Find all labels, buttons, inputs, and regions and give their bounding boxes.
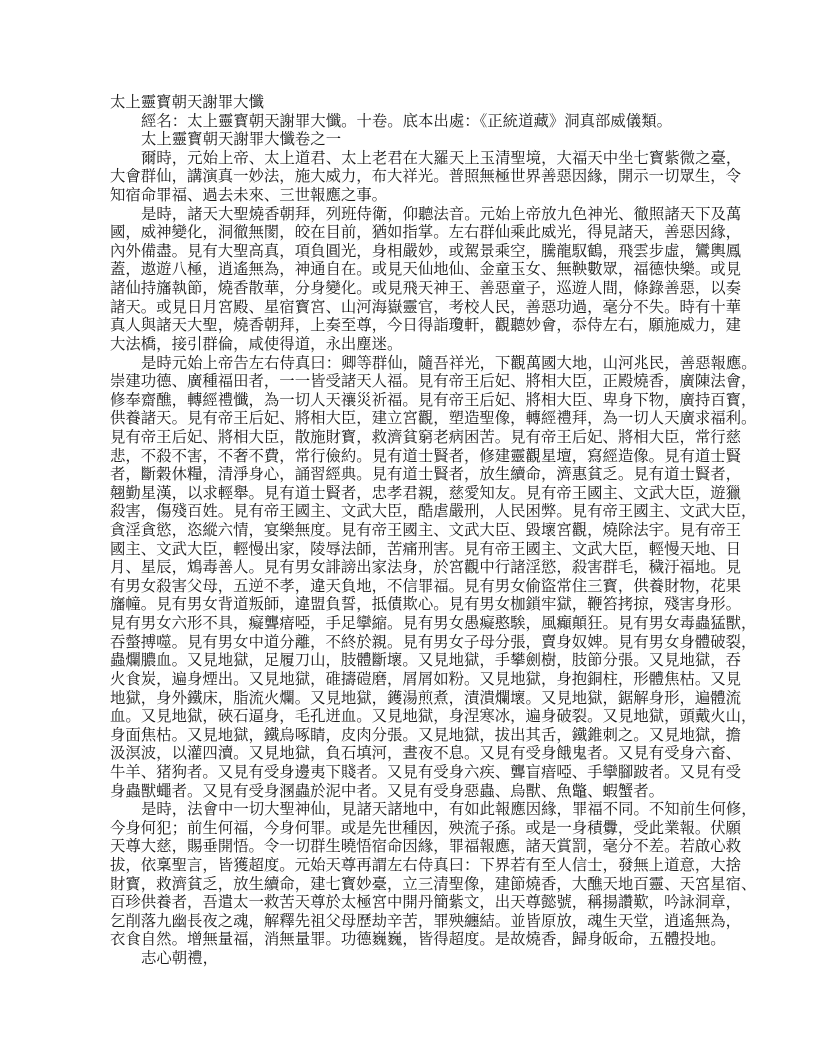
paragraph-line: 大法橋，接引群倫，咸使得道，永出塵迷。 [110, 334, 403, 353]
paragraph-line: 者，斷穀休糧，清淨身心，誦習經典。見有道士賢者，放生續命，濟惠貧乏。見有道士賢者， [110, 465, 742, 484]
paragraph-line: 悲，不殺不害，不奢不費，常行儉約。見有道士賢者，修建靈觀星壇，寫經造像。見有道士賢 [110, 446, 742, 465]
paragraph-4 [110, 800, 757, 949]
paragraph-line: 今身何犯；前生何福，今身何罪。或是先世種因，殃流子孫。或是一身積釁，受此業報。伏願 [110, 818, 742, 837]
document-page [110, 93, 757, 968]
paragraph-line: 志心朝禮， [141, 949, 218, 968]
paragraph-line: 天尊大慈，賜垂開悟。令一切群生曉悟宿命因緣，罪福報應，諸天賞罰，毫分不差。若啟心救 [110, 837, 742, 856]
paragraph-line: 知宿命罪福、過去未來、三世報應之事。 [110, 186, 388, 205]
paragraph-line: 真人與諸天大聖，燒香朝拜，上奏至尊，今日得詣瓊軒，觀聽妙會，忝侍左右，願施威力，建 [110, 316, 742, 335]
paragraph-line: 衣食自然。增無量福，消無量罪。功德巍巍，皆得超度。是故燒香，歸身皈命，五體投地。 [110, 930, 726, 949]
paragraph-line: 翹勤星漢，以求輕舉。見有道士賢者，忠孝君親，慈愛知友。見有帝王國主、文武大臣，遊獵 [110, 483, 742, 502]
paragraph-5 [110, 949, 708, 968]
paragraph-line: 諸天。或見日月宮殿、星宿寳宮、山河海嶽靈官，考校人民，善惡功過，毫分不失。時有十華 [110, 297, 742, 316]
paragraph-line: 殺害，傷殘百姓。見有帝王國主、文武大臣，酷虐嚴刑，人民困弊。見有帝王國主、文武大臣， [110, 502, 757, 521]
paragraph-line: 爾時，元始上帝、太上道君、太上老君在大羅天上玉清聖境，大福天中坐七寳紫微之臺， [141, 148, 742, 167]
paragraph-line: 月、星辰，鴆毒善人。見有男女誹謗出家法身，於宮觀中行諸淫慾，殺害群毛，穢汙福地。見 [110, 558, 742, 577]
paragraph-line: 是時，法會中一切大聖神仙，見諸天諸地中，有如此報應因緣，罪福不同。不知前生何修， [141, 800, 757, 819]
paragraph-line: 是時，諸天大聖燒香朝拜，列班侍衛，仰聽法音。元始上帝放九色神光、徹照諸天下及萬 [141, 204, 742, 223]
chapter-heading: 太上靈寳朝天謝罪大懺卷之一 [141, 130, 342, 149]
paragraph-line: 國主、文武大臣，輕慢出家，陵辱法師，苦痛刑害。見有帝王國主、文武大臣，輕慢天地、日 [110, 539, 742, 558]
paragraph-line: 財寳，救濟貧乏，放生續命，建七寳妙臺，立三清聖像，建節燒香，大醮天地百靈、天宮星宿、 [110, 874, 757, 893]
paragraph-line: 有男女殺害父母，五逆不孝，違天負地，不信罪福。見有男女偷盜常住三寳，供養財物，花果 [110, 576, 742, 595]
paragraph-line: 拔，依稟聖言，皆獲超度。元始天尊再謂左右侍真曰：下界若有至人信士，發無上道意，大捨 [110, 855, 742, 874]
paragraph-line: 內外備盡。見有大聖高真，項負圓光，身相嚴妙，或駕景乘空，騰龍馭鶴，飛雲步虛，鸞輿鳳 [110, 241, 742, 260]
paragraph-line: 貪淫貪慾，恣縱六情，宴樂無度。見有帝王國主、文武大臣、毀壞宮觀，燒除法宇。見有帝王 [110, 521, 742, 540]
paragraph-2 [110, 204, 742, 354]
paragraph-line: 國，威神變化，洞徹無閡，皎在目前，猶如指掌。左右群仙乘此威光，得見諸天，善惡因緣， [110, 223, 742, 242]
paragraph-1 [110, 148, 742, 205]
paragraph-line: 大會群仙，講演真一妙法，施大威力，布大祥光。普照無極世界善惡因緣，開示一切眾生，令 [110, 167, 742, 186]
paragraph-line: 百珍供養者，吾遣太一救苦天尊於太極宮中開丹簡紫文，出天尊懿號，稱揚讚歎，吟詠洞章， [110, 893, 742, 912]
paragraph-line: 見有帝王后妃、將相大臣，散施財寳，救濟貧窮老病困苦。見有帝王后妃、將相大臣，常行慈 [110, 427, 742, 446]
paragraph-line: 旛幢。見有男女背道叛師，違盟負誓，抵債欺心。見有男女枷鎖牢獄，鞭笞拷掠，殘害身形。 [110, 595, 742, 614]
paragraph-line: 修奉齋醮，轉經禮懺，為一切人天禳災祈福。見有帝王后妃、將相大臣、卑身下物，廣持百寳， [110, 390, 757, 409]
scripture-meta-line: 經名：太上靈寳朝天謝罪大懺。十卷。底本出處：《正統道藏》洞真部威儀類。 [141, 111, 672, 130]
paragraph-line: 諸仙持旛執節，燒香散華，分身變化。或見飛天神王、善惡童子，巡遊人間，條錄善惡，以奏 [110, 279, 742, 298]
paragraph-line: 蟲爛膿血。又見地獄，足履刀山，肢體斷壞。又見地獄，手攀劍樹，肢節分張。又見地獄，吞 [110, 651, 742, 670]
paragraph-line: 火食炭，遍身煙出。又見地獄，碓擣磑磨，屑屑如粉。又見地獄，身抱銅柱，形體焦枯。又見 [110, 669, 742, 688]
paragraph-3 [110, 353, 757, 801]
paragraph-line: 供養諸天。見有帝王后妃、將相大臣，建立宮觀，塑造聖像，轉經禮拜，為一切人天廣求福利。 [110, 409, 757, 428]
paragraph-line: 見有男女六形不具，癡聾瘖啞，手足攣縮。見有男女愚癡憨騃，風癲顛狂。見有男女毒蟲猛獸， [110, 614, 757, 633]
paragraph-line: 身蟲獸蠅者。又見有受身溷蟲於泥中者。又見有受身惡蟲、烏獸、魚鼈、蝦蟹者。 [110, 781, 665, 800]
paragraph-line: 是時元始上帝告左右侍真曰：卿等群仙，隨吾祥光，下觀萬國大地，山河兆民，善惡報應。 [141, 353, 757, 372]
document-title: 太上靈寳朝天謝罪大懺 [110, 93, 264, 111]
paragraph-line: 地獄，身外鐵床，脂流火爛。又見地獄，鑊湯煎煮，漬潰爛壞。又見地獄，鋸解身形，遍體流 [110, 688, 742, 707]
paragraph-line: 汲溟波，以灌四瀆。又見地獄，負石填河，晝夜不息。又見有受身餓鬼者。又見有受身六畜、 [110, 744, 742, 763]
paragraph-line: 乞削落九幽長夜之魂，解釋先祖父母歷劫辛苦，罪殃纏結。並皆原放，魂生天堂，逍遙無為， [110, 911, 742, 930]
paragraph-line: 血。又見地獄，硤石逼身，毛孔迸血。又見地獄，身涅寒冰，遍身破裂。又見地獄，頭戴火山， [110, 707, 757, 726]
paragraph-line: 崇建功德、廣種福田者，一一皆受諸天人福。見有帝王后妃、將相大臣，正殿燒香，廣陳法會， [110, 372, 757, 391]
paragraph-line: 牛羊、猪狗者。又見有受身邊夷下賤者。又見有受身六疾、聾盲瘖啞、手攣腳跛者。又見有受 [110, 762, 742, 781]
paragraph-line: 吞螫搏噬。見有男女中道分離，不終於親。見有男女子母分張，賣身奴婢。見有男女身體破裂， [110, 632, 757, 651]
paragraph-line: 蓋，遨遊八極，逍遙無為，神通自在。或見天仙地仙、金童玉女、無鞅數眾，福德快樂。或見 [110, 260, 742, 279]
paragraph-line: 身面焦枯。又見地獄，鐵烏啄睛，皮肉分張。又見地獄，拔出其舌，鐵錐刺之。又見地獄，擔 [110, 725, 742, 744]
